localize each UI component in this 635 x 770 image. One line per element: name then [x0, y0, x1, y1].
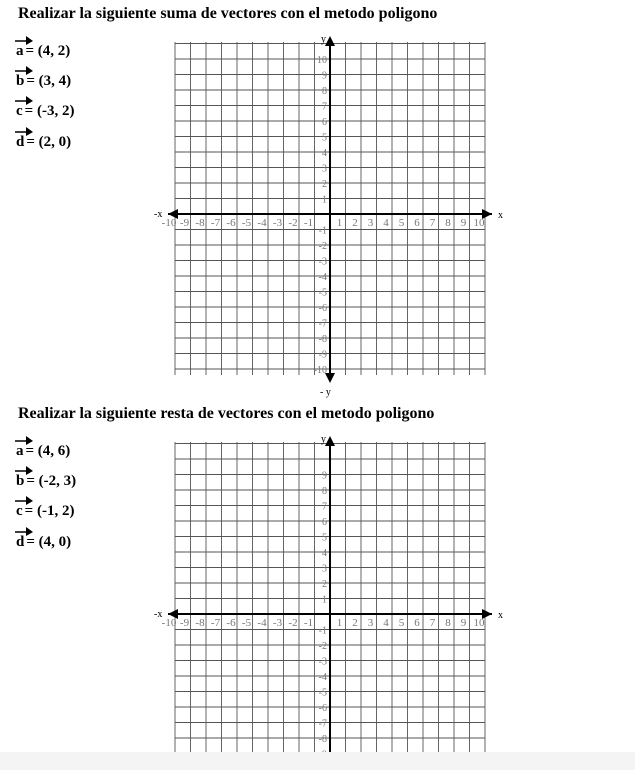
y-tick-label: 2: [322, 179, 327, 190]
y-tick-label: -2: [318, 641, 327, 652]
neg-y-axis-label: - y: [320, 387, 331, 398]
x-tick-label: 4: [383, 617, 389, 629]
y-tick-label: -3: [318, 656, 327, 668]
x-tick-label: -1: [303, 617, 314, 629]
y-tick-label: -4: [318, 272, 327, 283]
y-tick-label: 10: [317, 55, 327, 66]
x-tick-label: 4: [383, 217, 389, 229]
y-tick-label: -6: [318, 703, 327, 714]
cartesian-plane: [150, 30, 510, 398]
x-tick-label: -8: [195, 617, 205, 629]
vector-name: d: [16, 534, 25, 550]
y-axis-label: y: [321, 34, 326, 45]
y-tick-label: -9: [318, 349, 327, 361]
vector-name: c: [16, 103, 23, 119]
vector-value: = (4, 0): [26, 534, 72, 550]
vector-value: = (-1, 2): [24, 503, 75, 519]
vector-b-2: [16, 467, 76, 490]
y-tick-label: -1: [318, 225, 327, 237]
section-2-title: Realizar la siguiente resta de vectores con el metodo poligono: [18, 405, 435, 422]
vector-c-2: [16, 497, 74, 520]
y-tick-label: -7: [318, 318, 327, 330]
vector-arrow-icon: [15, 126, 33, 136]
y-tick-label: 9: [322, 70, 327, 82]
x-axis-label: x: [498, 610, 503, 621]
y-tick-label: 8: [322, 486, 327, 497]
y-tick-label: 1: [322, 194, 327, 206]
neg-x-axis-label: -x: [154, 209, 163, 220]
x-tick-label: -9: [179, 217, 190, 229]
vector-value: = (4, 2): [25, 43, 71, 59]
x-tick-label: -5: [241, 217, 252, 229]
x-tick-label: 1: [336, 217, 343, 229]
y-tick-label: 6: [322, 517, 327, 528]
x-tick-label: -9: [179, 617, 190, 629]
y-tick-label: 4: [322, 548, 327, 559]
y-tick-label: -3: [318, 256, 327, 268]
y-tick-label: -5: [318, 287, 327, 299]
vector-arrow-icon: [15, 35, 33, 45]
x-tick-label: 3: [367, 617, 374, 629]
y-tick-label: 8: [322, 86, 327, 97]
x-tick-label: -10: [161, 217, 177, 229]
y-tick-label: -1: [318, 625, 327, 637]
y-tick-label: 3: [322, 563, 327, 575]
x-tick-label: 5: [398, 217, 405, 229]
y-tick-label: -10: [313, 365, 327, 376]
x-tick-label: 9: [460, 217, 467, 229]
x-tick-label: -7: [210, 617, 221, 629]
x-tick-label: -2: [288, 217, 298, 229]
y-tick-label: 7: [322, 101, 327, 113]
x-tick-label: 5: [398, 617, 405, 629]
vector-arrow-icon: [15, 465, 33, 475]
x-tick-label: -8: [195, 217, 205, 229]
page-bottom-strip: [0, 752, 635, 770]
section-1-title: Realizar la siguiente suma de vectores con el metodo poligono: [18, 5, 438, 22]
x-tick-label: -7: [210, 217, 221, 229]
y-axis-label: y: [321, 434, 326, 445]
vector-value: = (-2, 3): [26, 473, 77, 489]
vector-value: = (3, 4): [26, 73, 72, 89]
vector-value: = (-3, 2): [24, 103, 75, 119]
y-tick-label: 5: [322, 532, 327, 544]
x-tick-label: -1: [303, 217, 314, 229]
y-tick-label: -8: [318, 334, 327, 345]
vector-arrow-icon: [15, 435, 33, 445]
vector-arrow-icon: [15, 495, 33, 505]
x-tick-label: 7: [429, 617, 436, 629]
x-tick-label: 8: [445, 617, 451, 629]
x-tick-label: -4: [257, 617, 267, 629]
vector-d-1: [16, 128, 71, 151]
x-tick-label: 10: [473, 617, 485, 629]
y-tick-label: 5: [322, 132, 327, 144]
x-tick-label: -5: [241, 617, 252, 629]
vector-b-1: [16, 67, 71, 90]
x-tick-label: 2: [352, 617, 358, 629]
y-tick-label: 6: [322, 117, 327, 128]
vector-c-1: [16, 97, 74, 120]
vector-arrow-icon: [15, 65, 33, 75]
y-tick-label: 7: [322, 501, 327, 513]
vector-value: = (4, 6): [25, 443, 71, 459]
x-tick-label: -3: [272, 617, 283, 629]
y-tick-label: 9: [322, 470, 327, 482]
vector-value: = (2, 0): [26, 134, 72, 150]
x-tick-label: -10: [161, 617, 177, 629]
coordinate-grid-1: [150, 30, 510, 398]
vector-name: b: [16, 473, 25, 489]
vector-name: d: [16, 134, 25, 150]
y-tick-label: 1: [322, 594, 327, 606]
y-tick-label: -6: [318, 303, 327, 314]
vector-d-2: [16, 528, 71, 551]
neg-x-axis-label: -x: [154, 609, 163, 620]
y-tick-label: 3: [322, 163, 327, 175]
vector-arrow-icon: [15, 95, 33, 105]
vector-a-2: [16, 437, 70, 460]
y-tick-label: -5: [318, 687, 327, 699]
y-axis-arrow-icon: [325, 436, 335, 446]
y-tick-label: 4: [322, 148, 327, 159]
x-tick-label: 7: [429, 217, 436, 229]
y-tick-label: -2: [318, 241, 327, 252]
x-tick-label: 10: [473, 217, 485, 229]
x-tick-label: 9: [460, 617, 467, 629]
x-tick-label: 6: [414, 617, 420, 629]
x-tick-label: -2: [288, 617, 298, 629]
x-tick-label: 6: [414, 217, 420, 229]
x-tick-label: 2: [352, 217, 358, 229]
y-axis-arrow-icon: [325, 36, 335, 46]
vector-name: a: [16, 443, 24, 459]
x-tick-label: -6: [226, 617, 236, 629]
coordinate-grid-2: [150, 430, 510, 770]
vector-name: b: [16, 73, 25, 89]
x-tick-label: 8: [445, 217, 451, 229]
y-tick-label: -4: [318, 672, 327, 683]
vector-arrow-icon: [15, 526, 33, 536]
x-tick-label: -3: [272, 217, 283, 229]
y-tick-label: -8: [318, 734, 327, 745]
x-tick-label: 1: [336, 617, 343, 629]
x-tick-label: 3: [367, 217, 374, 229]
vector-name: c: [16, 503, 23, 519]
y-tick-label: 2: [322, 579, 327, 590]
cartesian-plane: [150, 430, 510, 770]
x-tick-label: -4: [257, 217, 267, 229]
vector-a-1: [16, 37, 70, 60]
y-tick-label: -7: [318, 718, 327, 730]
x-axis-label: x: [498, 210, 503, 221]
x-tick-label: -6: [226, 217, 236, 229]
vector-name: a: [16, 43, 24, 59]
